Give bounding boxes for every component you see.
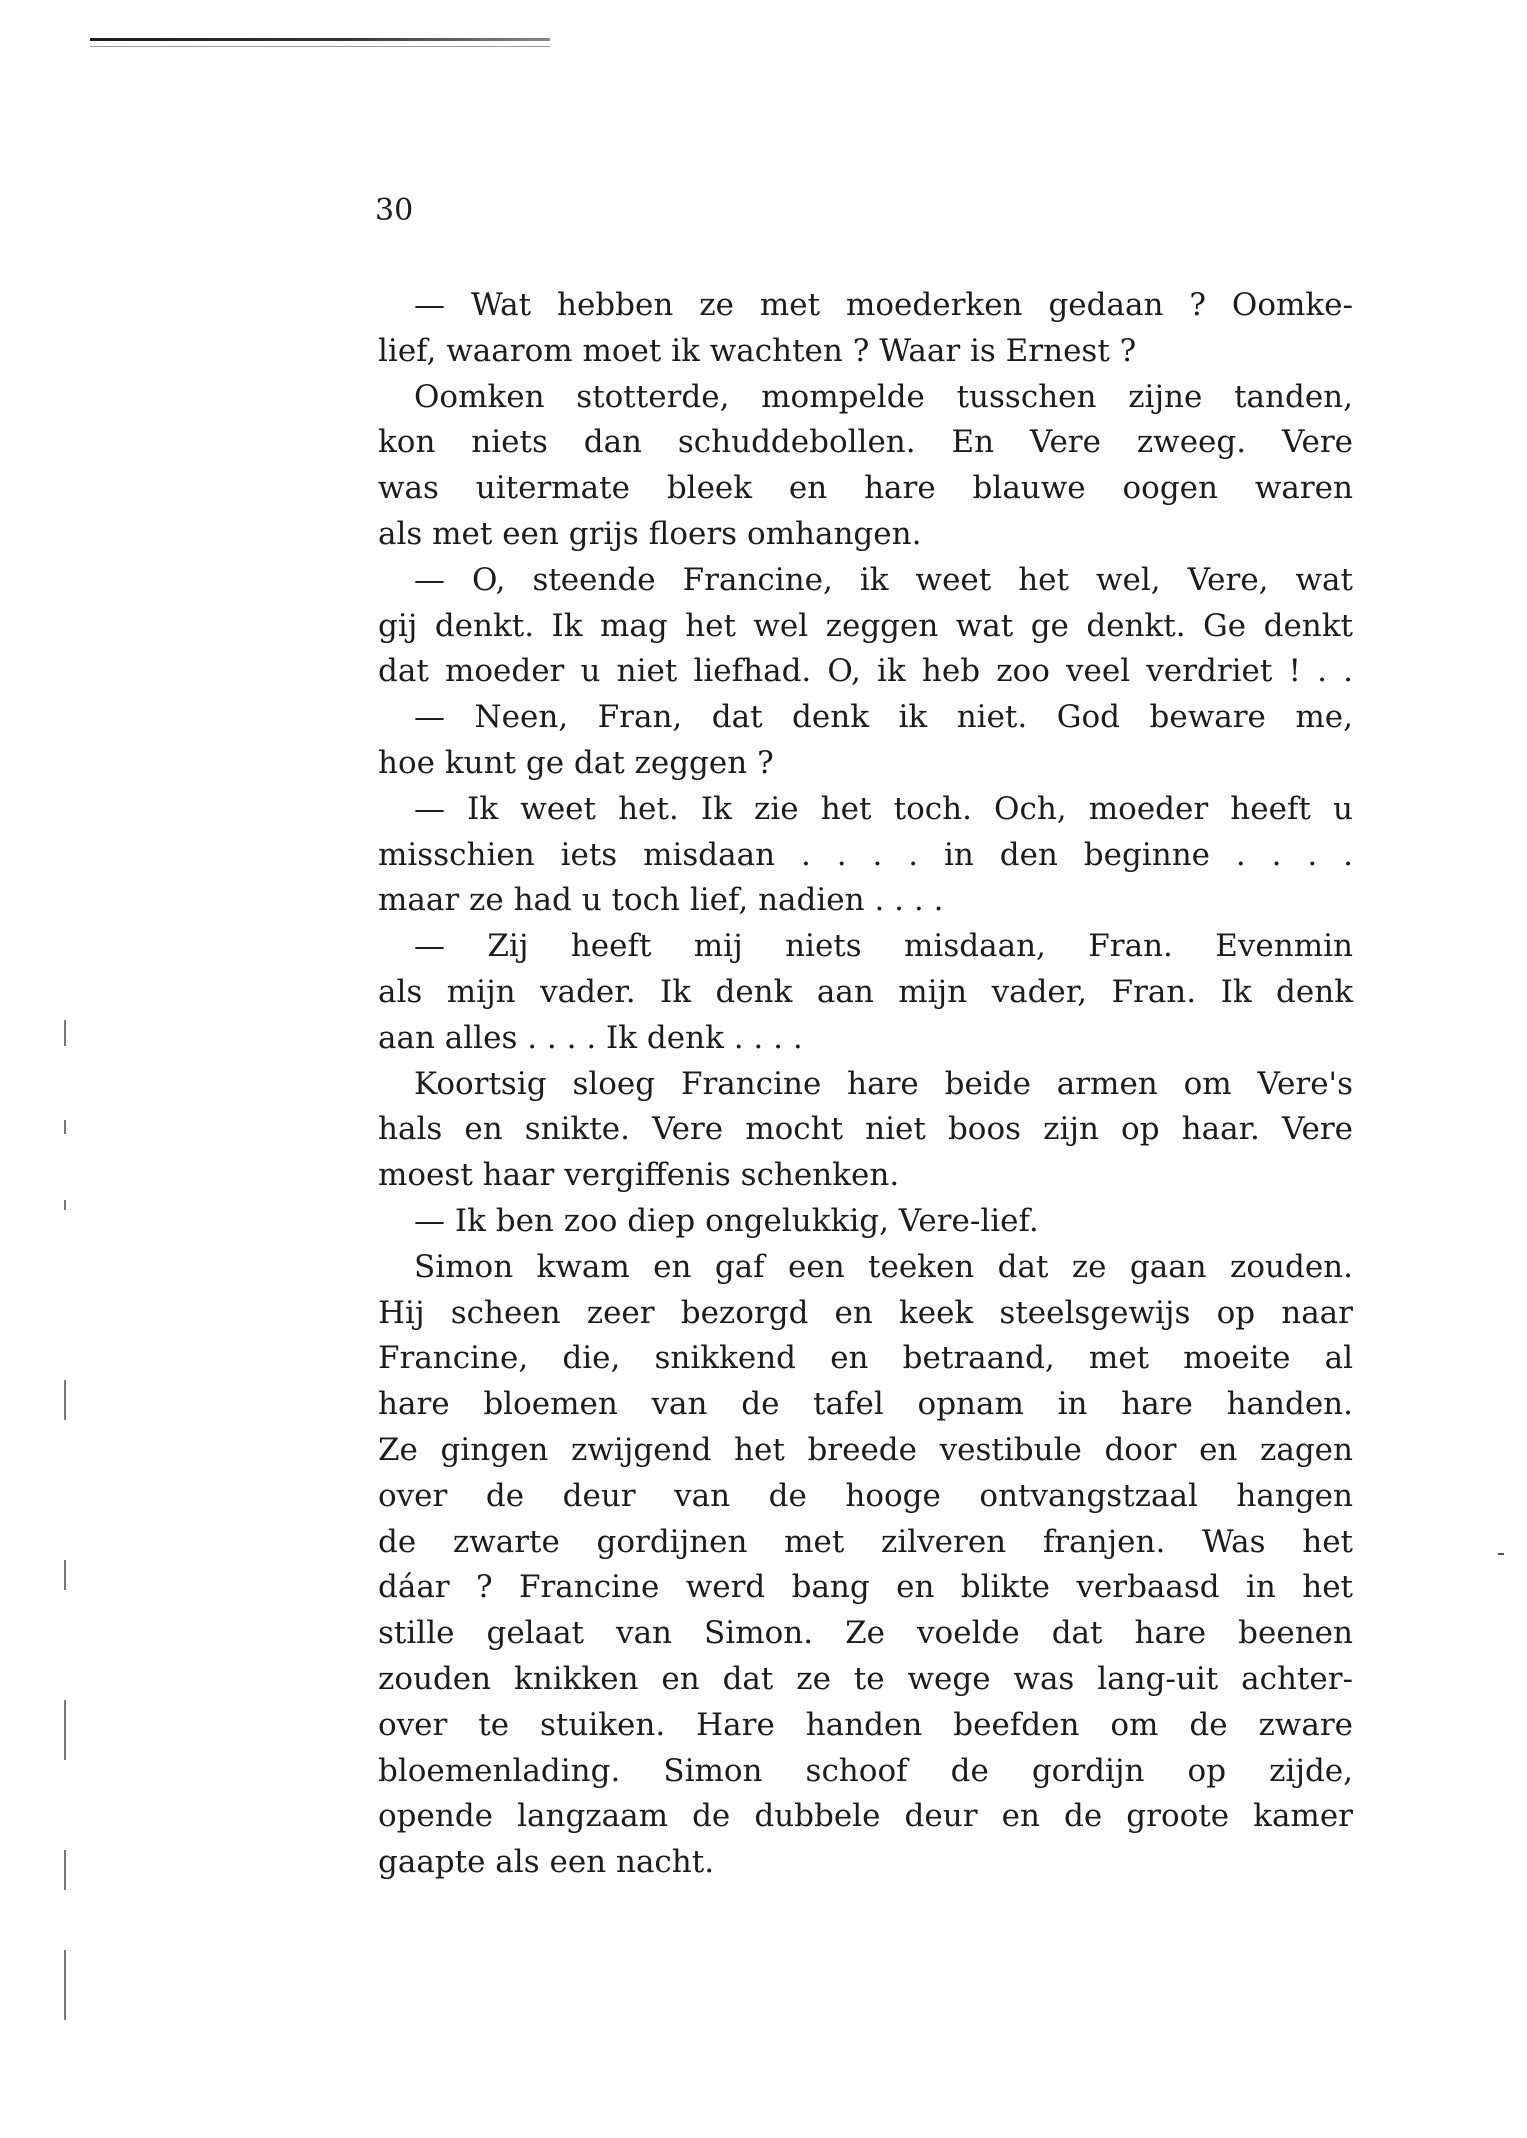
margin-speck xyxy=(64,1380,66,1420)
text-line: — Ik ben zoo diep ongelukkig, Vere-lief. xyxy=(414,1202,1039,1239)
text-line: dat moeder u niet liefhad. O, ik heb zoo veel verdriet ! . . xyxy=(378,653,1353,690)
text-line: over te stuiken. Hare handen beefden om de zware xyxy=(378,1706,1353,1743)
margin-speck xyxy=(64,1950,66,2020)
text-line: maar ze had u toch lief, nadien . . . . xyxy=(378,882,944,919)
text-line: — Zij heeft mij niets misdaan, Fran. Evenmin xyxy=(414,928,1353,965)
text-line: stille gelaat van Simon. Ze voelde dat hare beenen xyxy=(378,1615,1353,1652)
body-text xyxy=(378,283,1353,1886)
text-line: als mijn vader. Ik denk aan mijn vader, Fran. Ik denk xyxy=(378,973,1353,1010)
margin-speck xyxy=(64,1200,66,1210)
text-line: over de deur van de hooge ontvangstzaal hangen xyxy=(378,1477,1353,1514)
margin-speck xyxy=(64,1120,66,1134)
text-line: hals en snikte. Vere mocht niet boos zijn op haar. Vere xyxy=(378,1111,1353,1148)
text-line: de zwarte gordijnen met zilveren franjen. Was het xyxy=(378,1523,1353,1560)
text-line: — Neen, Fran, dat denk ik niet. God beware me, xyxy=(414,699,1353,736)
text-line: — Ik weet het. Ik zie het toch. Och, moeder heeft u xyxy=(414,790,1353,827)
text-line: Francine, die, snikkend en betraand, met moeite al xyxy=(378,1340,1353,1377)
text-line: hare bloemen van de tafel opnam in hare handen. xyxy=(378,1386,1353,1423)
text-line: kon niets dan schuddebollen. En Vere zweeg. Vere xyxy=(378,424,1353,461)
page-number: 30 xyxy=(375,193,414,228)
text-line: moest haar vergiffenis schenken. xyxy=(378,1157,900,1194)
text-line: zouden knikken en dat ze te wege was lang-uit achter- xyxy=(378,1660,1353,1697)
text-line: Oomken stotterde, mompelde tusschen zijne tanden, xyxy=(414,378,1353,415)
margin-speck xyxy=(64,1700,66,1760)
margin-speck xyxy=(64,1020,66,1046)
text-line: was uitermate bleek en hare blauwe oogen waren xyxy=(378,470,1353,507)
top-rule xyxy=(90,38,550,41)
margin-speck xyxy=(64,1560,66,1590)
text-line: — Wat hebben ze met moederken gedaan ? Oomke- xyxy=(414,287,1353,323)
text-line: gaapte als een nacht. xyxy=(378,1844,715,1881)
text-line: hoe kunt ge dat zeggen ? xyxy=(378,744,774,781)
text-line: opende langzaam de dubbele deur en de groote kamer xyxy=(378,1798,1353,1835)
text-line: bloemenlading. Simon schoof de gordijn op zijde, xyxy=(378,1752,1353,1789)
margin-speck xyxy=(1498,1553,1504,1555)
text-line: dáar ? Francine werd bang en blikte verbaasd in het xyxy=(378,1569,1353,1606)
text-line: Ze gingen zwijgend het breede vestibule door en zagen xyxy=(378,1431,1353,1468)
text-line: lief, waarom moet ik wachten ? Waar is Ernest ? xyxy=(378,332,1137,369)
text-line: als met een grijs floers omhangen. xyxy=(378,515,922,552)
text-line: aan alles . . . . Ik denk . . . . xyxy=(378,1019,803,1056)
text-line: gij denkt. Ik mag het wel zeggen wat ge denkt. Ge denkt xyxy=(378,607,1353,644)
text-line: Koortsig sloeg Francine hare beide armen om Vere's xyxy=(414,1065,1353,1102)
text-line: Simon kwam en gaf een teeken dat ze gaan zouden. xyxy=(414,1248,1353,1285)
text-line: misschien iets misdaan . . . . in den beginne . . . . xyxy=(378,836,1353,873)
margin-speck xyxy=(64,1850,66,1890)
text-line: — O, steende Francine, ik weet het wel, Vere, wat xyxy=(414,561,1353,598)
top-rule-thin xyxy=(90,46,550,47)
text-line: Hij scheen zeer bezorgd en keek steelsgewijs op naar xyxy=(378,1294,1353,1331)
